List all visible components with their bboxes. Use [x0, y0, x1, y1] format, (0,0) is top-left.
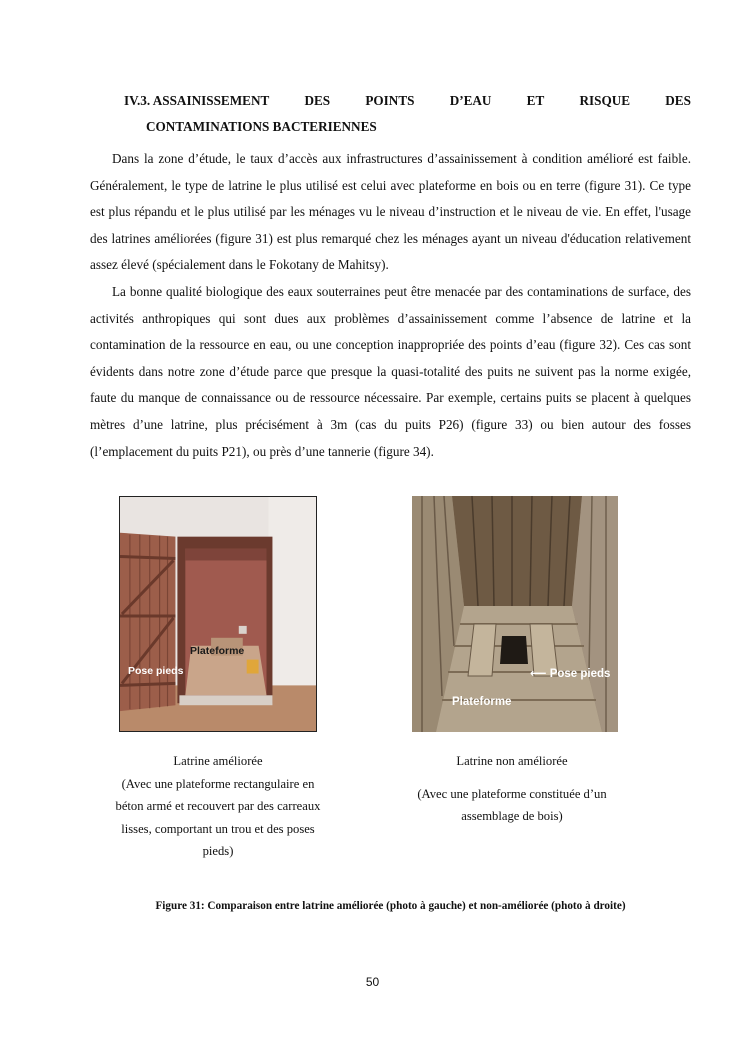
heading-word: D’EAU	[449, 93, 492, 108]
arrow-left-icon: ⟵	[530, 668, 547, 680]
plateforme-label-right: Plateforme	[452, 696, 512, 708]
heading-word: DES	[304, 93, 331, 108]
body-text	[90, 146, 691, 465]
heading-word: POINTS	[365, 93, 415, 108]
section-heading-line-1	[124, 88, 691, 114]
right-photo-title: Latrine non améliorée	[456, 754, 568, 768]
right-photo-caption	[400, 750, 624, 828]
heading-word: RISQUE	[579, 93, 631, 108]
page-number: 50	[365, 975, 380, 989]
figure-caption: Figure 31: Comparaison entre latrine améliorée (photo à gauche) et non-améliorée (photo à droite)	[155, 900, 626, 912]
pose-pieds-label-right: ⟵ Pose pieds	[530, 668, 611, 680]
section-heading-line-2: CONTAMINATIONS BACTERIENNES	[146, 119, 377, 134]
non-improved-latrine-photo	[412, 496, 618, 732]
heading-word: DES	[665, 93, 691, 108]
section-heading	[124, 88, 691, 140]
section-number-and-first-word: IV.3. ASSAINISSEMENT	[124, 93, 270, 108]
plateforme-label-left: Plateforme	[190, 645, 245, 657]
right-photo-description: (Avec une plateforme constituée d’un assemblage de bois)	[417, 786, 607, 824]
heading-word: ET	[526, 93, 545, 108]
left-photo-caption	[112, 750, 324, 863]
left-photo-title: Latrine améliorée	[173, 754, 263, 768]
improved-latrine-photo	[119, 496, 317, 732]
paragraph-1: Dans la zone d’étude, le taux d’accès aux infrastructures d’assainissement à condition amélioré est faible. Généralement, le type de latrine le plus utilisé est celui avec plateforme en bois ou en terre (figure 31). Ce type est plus répandu et le plus utilisé par les ménages vu le niveau d’instruction et le niveau de vie. En effet, l'usage des latrines améliorées (figure 31) est plus remarqué chez les ménages ayant un niveau d'éducation relativement assez élevé (spécialement dans le Fokotany de Mahitsy).	[90, 151, 691, 273]
left-photo-description: (Avec une plateforme rectangulaire en béton armé et recouvert par des carreaux lisses, comportant un trou et des poses pieds)	[115, 776, 321, 859]
paragraph-2: La bonne qualité biologique des eaux souterraines peut être menacée par des contaminations de surface, des activités anthropiques qui sont dues aux problèmes d’assainissement comme l’absence de latrine et la contamination de la ressource en eau, ou une conception inappropriée des points d’eau (figure 32). Ces cas sont évidents dans notre zone d’étude parce que presque la quasi-totalité des puits ne suivent pas la norme exigée, faute du manque de connaissance ou de ressource nécessaire. Par exemple, certains puits se placent à quelques mètres d’une latrine, plus précisément à 3m (cas du puits P26) (figure 33) ou bien autour des fosses (l’emplacement du puits P21), ou près d’une tannerie (figure 34).	[90, 283, 691, 459]
pose-pieds-label-left: Pose pieds	[128, 665, 184, 677]
